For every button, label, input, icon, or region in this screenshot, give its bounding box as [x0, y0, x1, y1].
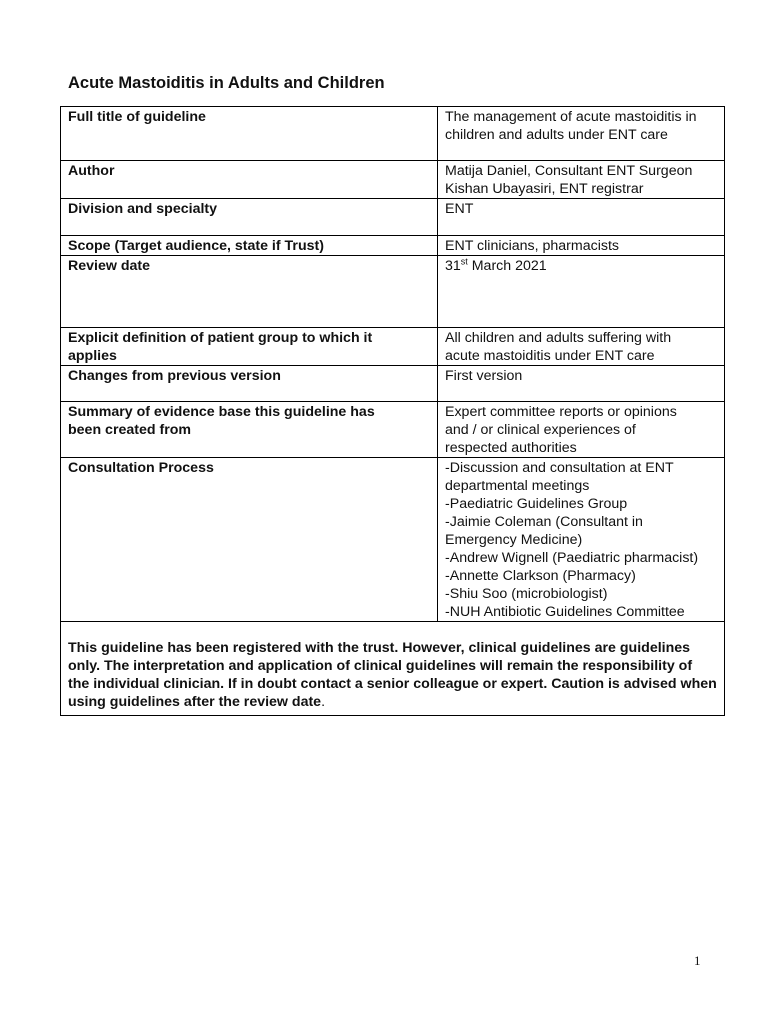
row-label	[61, 328, 438, 366]
row-label	[61, 402, 438, 458]
row-value-text: and / or clinical experiences of	[445, 422, 636, 438]
row-value	[438, 458, 725, 622]
row-label-text: Review date	[68, 258, 151, 274]
row-value-text: -NUH Antibiotic Guidelines Committee	[445, 604, 685, 620]
row-label-text: Full title of guideline	[68, 109, 206, 125]
row-label-text: Changes from previous version	[68, 368, 281, 384]
disclaimer-text: This guideline has been registered with the trust. However, clinical guidelines are guidelines only. The interpretation and application of clinical guidelines will remain the responsibility of the individual clinician. If in doubt contact a senior colleague or expert. Caution is advised when using guidelines after the review date	[68, 640, 717, 710]
review-date-suffix: st	[460, 256, 468, 267]
table-row-author	[61, 161, 725, 199]
row-value	[438, 107, 725, 161]
row-label-text: Division and specialty	[68, 201, 218, 217]
row-value-text: departmental meetings	[445, 478, 590, 494]
row-value-text: Matija Daniel, Consultant ENT Surgeon	[445, 163, 693, 179]
row-label	[61, 236, 438, 256]
disclaimer-row	[61, 622, 725, 716]
row-label-text: Scope (Target audience, state if Trust)	[68, 238, 324, 254]
table-row-patient-group	[61, 328, 725, 366]
row-label	[61, 161, 438, 199]
row-value-text: All children and adults suffering with	[445, 330, 672, 346]
row-value-text: First version	[445, 368, 523, 384]
table-row-review-date	[61, 256, 725, 328]
row-value	[438, 236, 725, 256]
row-value-text: -Discussion and consultation at ENT	[445, 460, 674, 476]
row-label	[61, 199, 438, 236]
row-label-text: Author	[68, 163, 115, 179]
row-value-text: acute mastoiditis under ENT care	[445, 348, 655, 364]
review-date-value	[445, 257, 717, 275]
row-label	[61, 256, 438, 328]
table-row-evidence-base	[61, 402, 725, 458]
row-label	[61, 366, 438, 402]
row-value-text: -Paediatric Guidelines Group	[445, 496, 628, 512]
row-value-text: Kishan Ubayasiri, ENT registrar	[445, 181, 644, 197]
table-row-scope	[61, 236, 725, 256]
row-value-text: -Annette Clarkson (Pharmacy)	[445, 568, 636, 584]
table-row-division	[61, 199, 725, 236]
row-label	[61, 458, 438, 622]
row-label-text: been created from	[68, 422, 191, 438]
row-value	[438, 402, 725, 458]
row-label-text: Explicit definition of patient group to which it	[68, 330, 373, 346]
guideline-info-table	[60, 106, 725, 716]
row-value	[438, 328, 725, 366]
row-value-text: The management of acute mastoiditis in	[445, 109, 697, 125]
row-value	[438, 366, 725, 402]
row-label-text: Consultation Process	[68, 460, 214, 476]
row-value	[438, 256, 725, 328]
row-value	[438, 199, 725, 236]
disclaimer	[61, 622, 725, 716]
row-value-text: respected authorities	[445, 440, 577, 456]
row-value-text: Emergency Medicine)	[445, 532, 583, 548]
page-number: 1	[694, 953, 701, 968]
row-value-text: -Shiu Soo (microbiologist)	[445, 586, 608, 602]
table-row-consultation	[61, 458, 725, 622]
row-label	[61, 107, 438, 161]
page-title: Acute Mastoiditis in Adults and Children	[68, 74, 385, 92]
row-value-text: -Jaimie Coleman (Consultant in	[445, 514, 643, 530]
table-row-full-title	[61, 107, 725, 161]
row-value-text: ENT	[445, 201, 474, 217]
row-value-text: children and adults under ENT care	[445, 127, 668, 143]
row-value-text: Expert committee reports or opinions	[445, 404, 677, 420]
row-label-text: Summary of evidence base this guideline has	[68, 404, 375, 420]
row-value-text: -Andrew Wignell (Paediatric pharmacist)	[445, 550, 699, 566]
table-row-changes	[61, 366, 725, 402]
disclaimer-trailing: .	[321, 694, 326, 710]
review-date-rest: March 2021	[467, 258, 547, 274]
row-value-text: ENT clinicians, pharmacists	[445, 238, 619, 254]
row-label-text: applies	[68, 348, 117, 364]
review-date-day: 31	[445, 258, 461, 274]
row-value	[438, 161, 725, 199]
